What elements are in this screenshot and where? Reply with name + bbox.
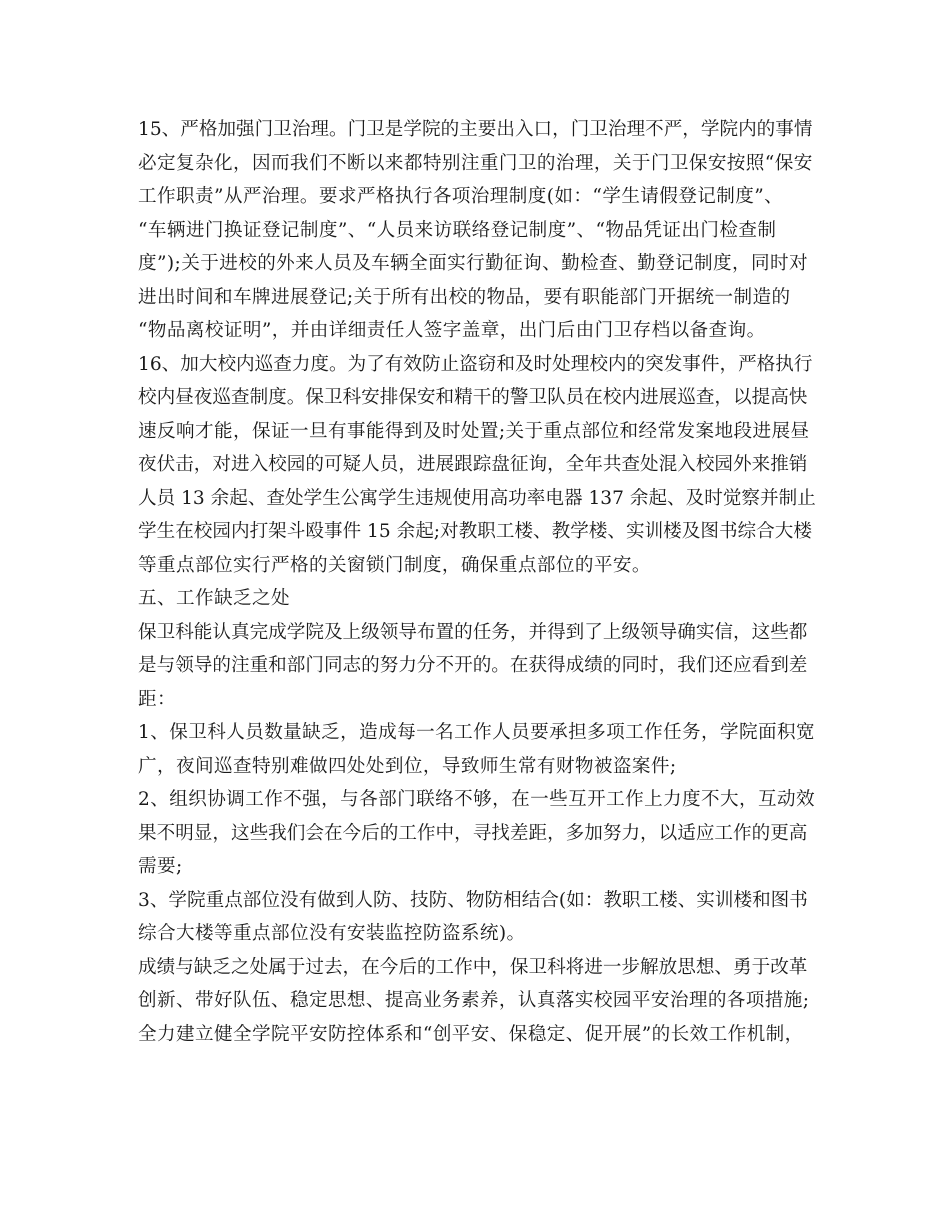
text-line: 需要; — [138, 856, 183, 877]
text-line: 16、加大校内巡查力度。为了有效防止盗窃和及时处理校内的突发事件，严格执行 — [138, 353, 813, 375]
document-body — [138, 113, 818, 1051]
text-line: 全力建立健全学院平安防控体系和“创平安、保稳定、促开展”的长效工作机制， — [138, 1023, 804, 1045]
text-line: 学生在校园内打架斗殴事件 15 余起;对教职工楼、教学楼、实训楼及图书综合大楼 — [138, 521, 812, 542]
text-line: 广，夜间巡查特别难做四处处到位，导致师生常有财物被盗案件; — [138, 755, 677, 777]
section-heading: 五、工作缺乏之处 — [138, 588, 290, 609]
text-line: 速反响才能，保证一旦有事能得到及时处置;关于重点部位和经常发案地段进展昼 — [138, 420, 810, 442]
text-line: 创新、带好队伍、稳定思想、提高业务素养，认真落实校园平安治理的各项措施; — [138, 990, 810, 1011]
text-line: 校内昼夜巡查制度。保卫科安排保安和精干的警卫队员在校内进展巡查，以提高快 — [138, 387, 808, 408]
text-line: “物品离校证明”，并由详细责任人签字盖章，出门后由门卫存档以备查询。 — [138, 320, 766, 341]
text-line: 等重点部位实行严格的关窗锁门制度，确保重点部位的平安。 — [138, 554, 651, 576]
text-line: 果不明显，这些我们会在今后的工作中，寻找差距，多加努力，以适应工作的更高 — [138, 822, 808, 844]
text-line: 进出时间和车牌进展登记;关于所有出校的物品，要有职能部门开据统一制造的 — [138, 286, 791, 308]
text-line: 工作职责”从严治理。要求严格执行各项治理制度(如：“学生请假登记制度”、 — [138, 186, 784, 207]
text-line: 必定复杂化，因而我们不断以来都特别注重门卫的治理，关于门卫保安按照“保安 — [138, 152, 813, 174]
text-line: 成绩与缺乏之处属于过去，在今后的工作中，保卫科将进一步解放思想、勇于改革 — [138, 956, 808, 978]
text-line: 保卫科能认真完成学院及上级领导布置的任务，并得到了上级领导确实信，这些都 — [138, 621, 808, 643]
text-line: 2、组织协调工作不强，与各部门联络不够，在一些互开工作上力度不大，互动效 — [138, 789, 816, 810]
text-line: 距： — [138, 688, 176, 710]
text-line: “车辆进门换证登记制度”、“人员来访联络登记制度”、“物品凭证出门检查制 — [138, 219, 777, 241]
text-line: 15、严格加强门卫治理。门卫是学院的主要出入口，门卫治理不严，学院内的事情 — [138, 119, 813, 140]
text-line: 夜伏击，对进入校园的可疑人员，进展跟踪盘征询，全年共查处混入校园外来推销 — [138, 454, 808, 475]
text-line: 度”);关于进校的外来人员及车辆全面实行勤征询、勤检查、勤登记制度，同时对 — [138, 253, 809, 274]
text-line: 人员 13 余起、查处学生公寓学生违规使用高功率电器 137 余起、及时觉察并制止 — [138, 487, 816, 509]
text-line: 是与领导的注重和部门同志的努力分不开的。在获得成绩的同时，我们还应看到差 — [138, 655, 808, 676]
text-line: 1、保卫科人员数量缺乏，造成每一名工作人员要承担多项工作任务，学院面积宽 — [138, 722, 816, 743]
text-line: 3、学院重点部位没有做到人防、技防、物防相结合(如：教职工楼、实训楼和图书 — [138, 889, 808, 911]
text-line: 综合大楼等重点部位没有安装监控防盗系统)。 — [138, 923, 526, 944]
